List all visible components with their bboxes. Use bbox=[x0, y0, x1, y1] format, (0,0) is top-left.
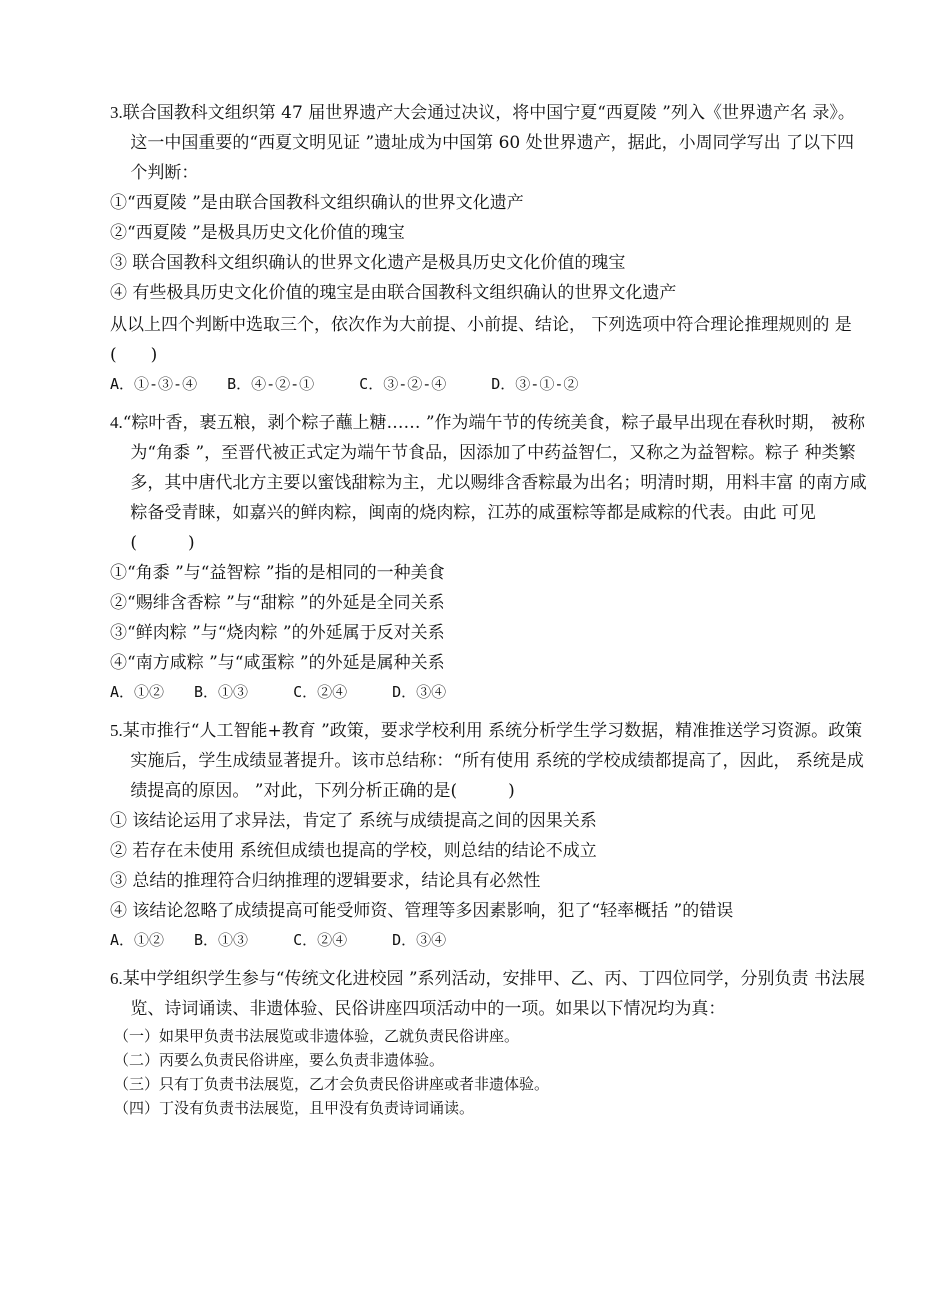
question-number: 5. bbox=[110, 721, 123, 740]
question-5 bbox=[110, 716, 870, 954]
stem-text: 某中学组织学生参与“传统文化进校园 ”系列活动，安排甲、乙、丙、丁四位同学，分别负责 书法展览、诗词诵读、非遗体验、民俗讲座四项活动中的一项。如果以下情况均为真： bbox=[122, 969, 865, 1019]
question-stem bbox=[110, 98, 870, 188]
statement-item: ③ 联合国教科文组织确认的世界文化遗产是极具历史文化价值的瑰宝 bbox=[110, 253, 626, 273]
statement-item: ②“西夏陵 ”是极具历史文化价值的瑰宝 bbox=[110, 223, 405, 243]
statement-item: ③“鲜肉粽 ”与“烧肉粽 ”的外延属于反对关系 bbox=[110, 623, 445, 643]
question-number: 6. bbox=[110, 969, 123, 988]
statement-item: ①“西夏陵 ”是由联合国教科文组织确认的世界文化遗产 bbox=[110, 193, 524, 213]
statement-item: ①“角黍 ”与“益智粽 ”指的是相同的一种美食 bbox=[110, 563, 445, 583]
question-3 bbox=[110, 98, 870, 398]
statement-item: ④ 有些极具历史文化价值的瑰宝是由联合国教科文组织确认的世界文化遗产 bbox=[110, 283, 677, 303]
answer-options: A．①② B．①③ C．②④ D．③④ bbox=[110, 931, 447, 949]
stem-text: 联合国教科文组织第 47 届世界遗产大会通过决议，将中国宁夏“西夏陵 ”列入《世界遗产名 录》。这一中国重要的“西夏文明见证 ”遗址成为中国第 60 处世界遗产，据此，小周同学写出 了以下四个判断： bbox=[122, 103, 855, 183]
question-stem bbox=[110, 408, 870, 558]
condition-item: （三）只有丁负责书法展览，乙才会负责民俗讲座或者非遗体验。 bbox=[114, 1075, 550, 1093]
question-number: 4. bbox=[110, 413, 123, 432]
stem-text: “粽叶香，裹五粮，剥个粽子蘸上糖…… ”作为端午节的传统美食，粽子最早出现在春秋时期， 被称为“角黍 ”，至晋代被正式定为端午节食品，因添加了中药益智仁，又称之为益智粽。粽子 种类繁多，其中唐代北方主要以蜜饯甜粽为主，尤以赐绯含香粽最为出名；明清时期，用料丰富 的南方咸粽备受青睐，如嘉兴的鲜肉粽，闽南的烧肉粽，江苏的咸蛋粽等都是咸粽的代表。由此 可见( ) bbox=[122, 413, 867, 553]
statement-item: ② 若存在未使用 系统但成绩也提高的学校，则总结的结论不成立 bbox=[110, 841, 597, 861]
question-stem bbox=[110, 964, 870, 1024]
statement-item: ②“赐绯含香粽 ”与“甜粽 ”的外延是全同关系 bbox=[110, 593, 445, 613]
statement-item: ④ 该结论忽略了成绩提高可能受师资、管理等多因素影响，犯了“轻率概括 ”的错误 bbox=[110, 901, 734, 921]
question-tail: 从以上四个判断中选取三个，依次作为大前提、小前提、结论， 下列选项中符合理论推理规则的 是( ) bbox=[110, 315, 852, 365]
statement-item: ③ 总结的推理符合归纳推理的逻辑要求，结论具有必然性 bbox=[110, 871, 541, 891]
question-6 bbox=[110, 964, 870, 1120]
condition-item: （一）如果甲负责书法展览或非遗体验，乙就负责民俗讲座。 bbox=[114, 1027, 520, 1045]
statement-item: ④“南方咸粽 ”与“咸蛋粽 ”的外延是属种关系 bbox=[110, 653, 445, 673]
answer-options: A．①-③-④ B．④-②-① C．③-②-④ D．③-①-② bbox=[110, 375, 579, 393]
exam-page bbox=[110, 98, 870, 1130]
question-4 bbox=[110, 408, 870, 706]
question-stem bbox=[110, 716, 870, 806]
answer-options: A．①② B．①③ C．②④ D．③④ bbox=[110, 683, 447, 701]
condition-item: （四）丁没有负责书法展览，且甲没有负责诗词诵读。 bbox=[114, 1099, 475, 1117]
statement-item: ① 该结论运用了求异法，肯定了 系统与成绩提高之间的因果关系 bbox=[110, 811, 597, 831]
question-number: 3. bbox=[110, 103, 123, 122]
condition-item: （二）丙要么负责民俗讲座，要么负责非遗体验。 bbox=[114, 1051, 445, 1069]
stem-text: 某市推行“人工智能+教育 ”政策，要求学校利用 系统分析学生学习数据，精准推送学习资源。政策实施后，学生成绩显著提升。该市总结称：“所有使用 系统的学校成绩都提高了，因此， 系统是成绩提高的原因。 ”对此，下列分析正确的是( ) bbox=[122, 721, 864, 801]
